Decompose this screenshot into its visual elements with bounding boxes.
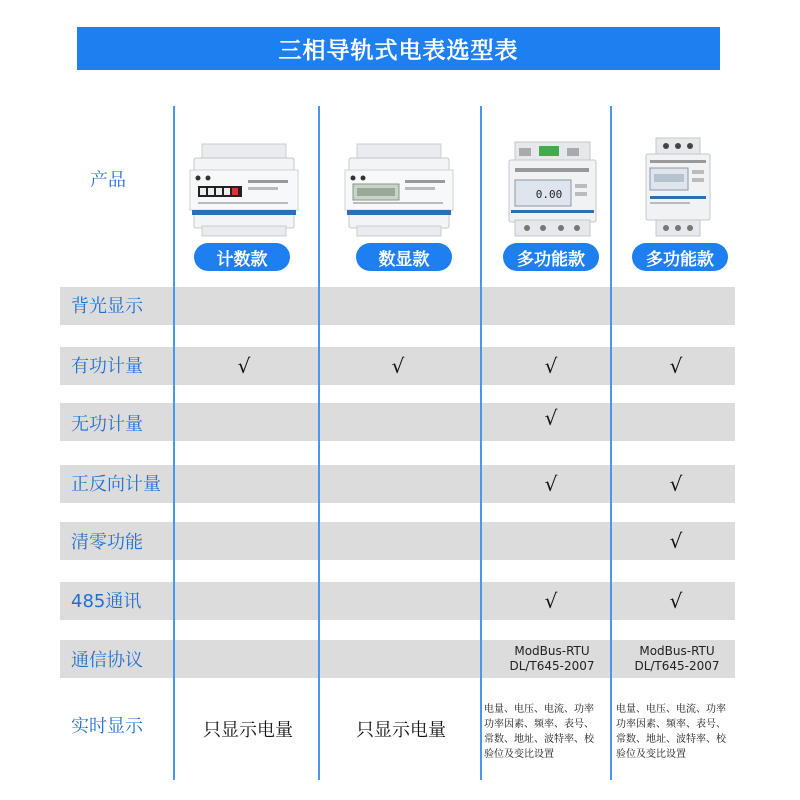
realtime-detail-line: 功率因素、频率、表号、 <box>484 719 594 730</box>
product-label-multifunction-1: 多功能款 <box>503 243 599 271</box>
realtime-detail-multi-1 <box>484 702 609 762</box>
row-label-realtime: 实时显示 <box>71 716 143 737</box>
row-label-backlight: 背光显示 <box>71 296 143 317</box>
row-label-reactive: 无功计量 <box>71 414 143 435</box>
realtime-detail-line: 功率因素、频率、表号、 <box>616 719 726 730</box>
page-title-bar <box>77 27 720 70</box>
product-label-counter: 计数款 <box>194 243 290 271</box>
product-image-digital <box>343 140 455 240</box>
product-label-multifunction-2: 多功能款 <box>632 243 728 271</box>
page-title: 三相导轨式电表选型表 <box>278 38 519 64</box>
realtime-detail-line: 电量、电压、电流、功率 <box>484 704 594 715</box>
column-divider <box>318 106 320 780</box>
realtime-detail-line: 常数、地址、波特率、校 <box>616 734 726 745</box>
column-divider <box>610 106 612 780</box>
check-rs485-multi-1: √ <box>544 589 558 613</box>
row-label-active: 有功计量 <box>71 356 143 377</box>
row-label-product: 产品 <box>90 170 126 191</box>
protocol-line-1: ModBus-RTU <box>514 644 590 658</box>
protocol-multi-2 <box>617 644 737 674</box>
column-divider <box>480 106 482 780</box>
protocol-line-2: DL/T645-2007 <box>509 659 595 673</box>
row-band-reactive <box>60 403 735 441</box>
check-bidirectional-multi-1: √ <box>544 472 558 496</box>
check-active-counter: √ <box>237 354 251 378</box>
product-image-counter <box>188 140 300 240</box>
protocol-line-2: DL/T645-2007 <box>634 659 720 673</box>
product-label-digital: 数显款 <box>356 243 452 271</box>
row-band-backlight <box>60 287 735 325</box>
realtime-counter: 只显示电量 <box>203 720 293 741</box>
row-band-rs485 <box>60 582 735 620</box>
meter-screen-value: 0.00 <box>535 188 563 201</box>
column-divider <box>173 106 175 780</box>
check-active-multi-1: √ <box>544 354 558 378</box>
row-label-rs485: 485通讯 <box>71 591 142 612</box>
realtime-detail-line: 常数、地址、波特率、校 <box>484 734 594 745</box>
realtime-detail-line: 验位及变比设置 <box>484 749 554 760</box>
row-label-protocol: 通信协议 <box>71 650 143 671</box>
protocol-multi-1 <box>492 644 612 674</box>
row-band-bidirectional <box>60 465 735 503</box>
check-reactive-multi-1: √ <box>544 406 558 430</box>
row-label-reset: 清零功能 <box>71 532 143 553</box>
check-reset-multi-2: √ <box>669 529 683 553</box>
realtime-detail-multi-2 <box>616 702 741 762</box>
product-image-multifunction-compact <box>642 136 714 240</box>
realtime-digital: 只显示电量 <box>356 720 446 741</box>
check-rs485-multi-2: √ <box>669 589 683 613</box>
check-bidirectional-multi-2: √ <box>669 472 683 496</box>
realtime-detail-line: 验位及变比设置 <box>616 749 686 760</box>
product-image-multifunction-wide <box>505 140 600 240</box>
row-label-bidirectional: 正反向计量 <box>71 474 161 495</box>
check-active-multi-2: √ <box>669 354 683 378</box>
check-active-digital: √ <box>391 354 405 378</box>
protocol-line-1: ModBus-RTU <box>639 644 715 658</box>
row-band-reset <box>60 522 735 560</box>
realtime-detail-line: 电量、电压、电流、功率 <box>616 704 726 715</box>
